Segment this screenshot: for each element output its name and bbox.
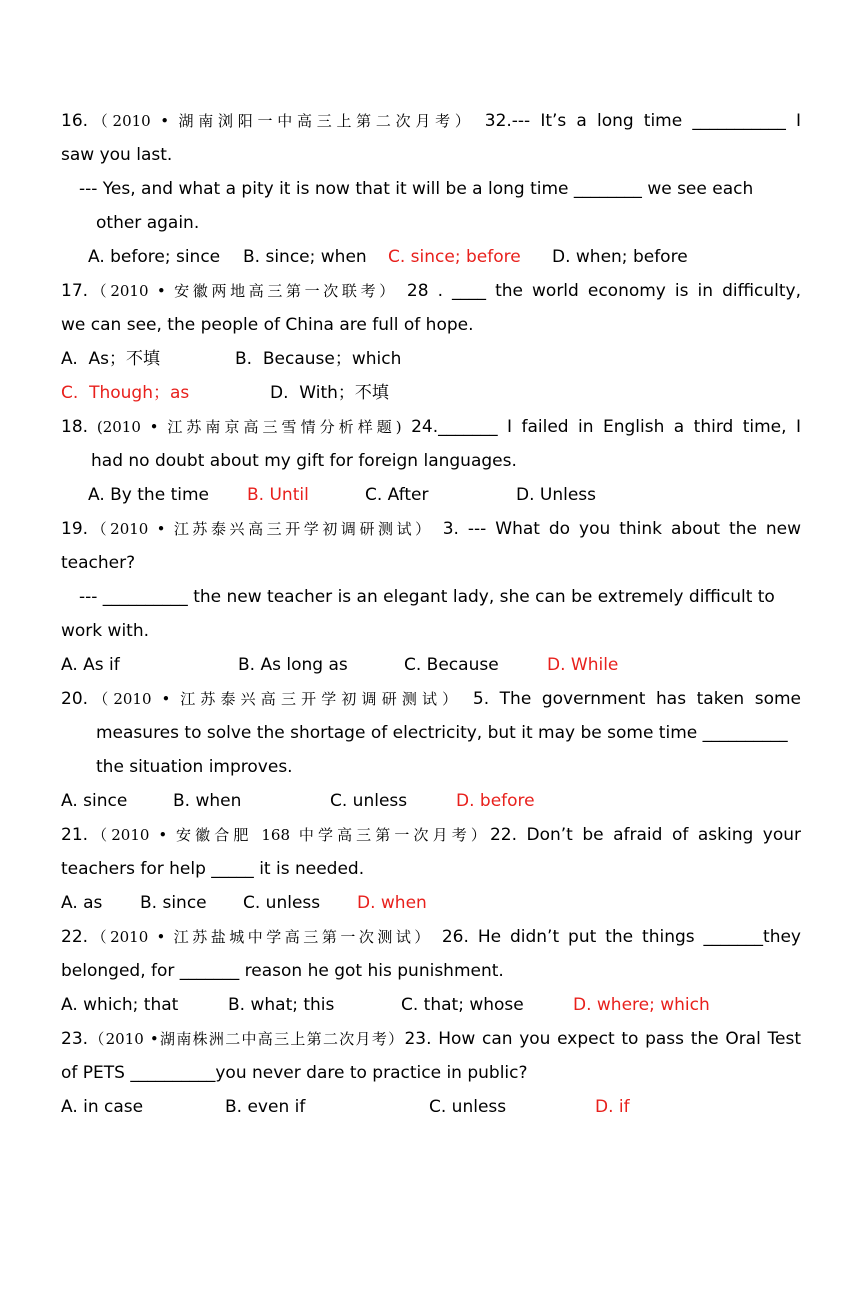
- question-19-options: [61, 648, 801, 682]
- option-a: A. By the time: [88, 485, 209, 505]
- option-d-answer: D. before: [456, 791, 535, 811]
- question-17-options-1: [61, 342, 801, 376]
- question-22-line-1: [61, 920, 801, 954]
- question-source: （2010 • 江苏盐城中学高三第一次测试）: [88, 928, 433, 946]
- option-c: C. unless: [429, 1097, 507, 1117]
- question-21-line-2: teachers for help _____ it is needed.: [61, 859, 365, 879]
- question-21-line-1: [61, 818, 801, 852]
- option-b: B. Because；which: [235, 349, 402, 369]
- option-d-answer: D. where; which: [573, 995, 710, 1015]
- question-20-line-1: [61, 682, 801, 716]
- question-16-line-4: other again.: [96, 213, 200, 233]
- option-b: B. when: [173, 791, 242, 811]
- option-a: A. in case: [61, 1097, 144, 1117]
- question-source: （2010 • 江苏泰兴高三开学初调研测试）: [88, 690, 463, 708]
- option-b: B. since: [140, 893, 207, 913]
- option-a: A. As if: [61, 655, 120, 675]
- option-d-answer: D. While: [547, 655, 619, 675]
- option-b-answer: B. Until: [247, 485, 309, 505]
- option-c: C. After: [365, 485, 429, 505]
- question-18-line-2: had no doubt about my gift for foreign languages.: [91, 451, 517, 471]
- question-23-line-2: of PETS __________you never dare to practice in public?: [61, 1063, 528, 1083]
- question-number: 22.: [61, 927, 89, 947]
- question-source: （2010 • 安徽合肥 168 中学高三第一次月考）: [88, 826, 490, 844]
- question-stem: 22. Don’t be afraid of asking your: [489, 825, 801, 845]
- question-stem: 24._______ I failed in English a third time, I: [401, 417, 801, 437]
- question-stem: 28 . ____ the world economy is in difficulty,: [397, 281, 802, 301]
- option-a: A. before; since: [88, 247, 221, 267]
- question-number: 20.: [61, 689, 89, 709]
- question-source: (2010 • 江苏南京高三雪情分析样题): [88, 418, 402, 436]
- question-18-line-1: [61, 410, 801, 444]
- question-22-line-2: belonged, for _______ reason he got his punishment.: [61, 961, 504, 981]
- question-16-options: [61, 240, 801, 274]
- question-17-line-2: we can see, the people of China are full of hope.: [61, 315, 474, 335]
- option-b: B. since; when: [243, 247, 367, 267]
- question-22-options: [61, 988, 801, 1022]
- question-stem: 3. --- What do you think about the new: [433, 519, 802, 539]
- question-20-options: [61, 784, 801, 818]
- question-number: 18.: [61, 417, 89, 437]
- question-source: （2010 • 湖南浏阳一中高三上第二次月考）: [88, 112, 475, 130]
- option-c: C. unless: [330, 791, 408, 811]
- question-19-line-2: teacher?: [61, 553, 136, 573]
- question-17-line-1: [61, 274, 801, 308]
- question-stem: 5. The government has taken some: [462, 689, 802, 709]
- question-number: 19.: [61, 519, 89, 539]
- option-c-answer: C. Though；as: [61, 383, 190, 403]
- option-a: A. since: [61, 791, 128, 811]
- option-c-answer: C. since; before: [388, 247, 521, 267]
- option-d: D. when; before: [552, 247, 688, 267]
- question-stem: 32.--- It’s a long time ___________ I: [474, 111, 802, 131]
- question-number: 23.: [61, 1029, 89, 1049]
- question-19-line-1: [61, 512, 801, 546]
- document-page: [61, 104, 801, 1124]
- question-source: （2010 •湖南株洲二中高三上第二次月考）: [88, 1030, 405, 1048]
- option-a: A. which; that: [61, 995, 179, 1015]
- option-b: B. As long as: [238, 655, 348, 675]
- question-number: 21.: [61, 825, 89, 845]
- question-20-line-2: measures to solve the shortage of electricity, but it may be some time __________: [96, 723, 788, 743]
- question-21-options: [61, 886, 801, 920]
- question-18-options: [61, 478, 801, 512]
- question-16-line-2: saw you last.: [61, 145, 173, 165]
- question-source: （2010 • 安徽两地高三第一次联考）: [88, 282, 398, 300]
- option-d-answer: D. if: [595, 1097, 630, 1117]
- option-b: B. what; this: [228, 995, 335, 1015]
- option-c: C. unless: [243, 893, 321, 913]
- question-20-line-3: the situation improves.: [96, 757, 293, 777]
- question-19-line-4: work with.: [61, 621, 150, 641]
- question-23-options: [61, 1090, 801, 1124]
- option-d: D. Unless: [516, 485, 597, 505]
- option-d-answer: D. when: [357, 893, 427, 913]
- option-a: A. as: [61, 893, 103, 913]
- question-number: 16.: [61, 111, 89, 131]
- option-c: C. that; whose: [401, 995, 524, 1015]
- option-a: A. As；不填: [61, 349, 161, 369]
- option-d: D. With；不填: [270, 383, 389, 403]
- question-stem: 23. How can you expect to pass the Oral Test: [404, 1029, 802, 1049]
- question-17-options-2: [61, 376, 801, 410]
- option-b: B. even if: [225, 1097, 306, 1117]
- question-number: 17.: [61, 281, 89, 301]
- question-19-line-3: --- __________ the new teacher is an elegant lady, she can be extremely difficult to: [79, 587, 775, 607]
- question-stem: 26. He didn’t put the things _______they: [432, 927, 801, 947]
- question-23-line-1: [61, 1022, 801, 1056]
- question-source: （2010 • 江苏泰兴高三开学初调研测试）: [88, 520, 434, 538]
- option-c: C. Because: [404, 655, 499, 675]
- question-16-line-3: --- Yes, and what a pity it is now that it will be a long time ________ we see each: [79, 179, 754, 199]
- question-16-line-1: [61, 104, 801, 138]
